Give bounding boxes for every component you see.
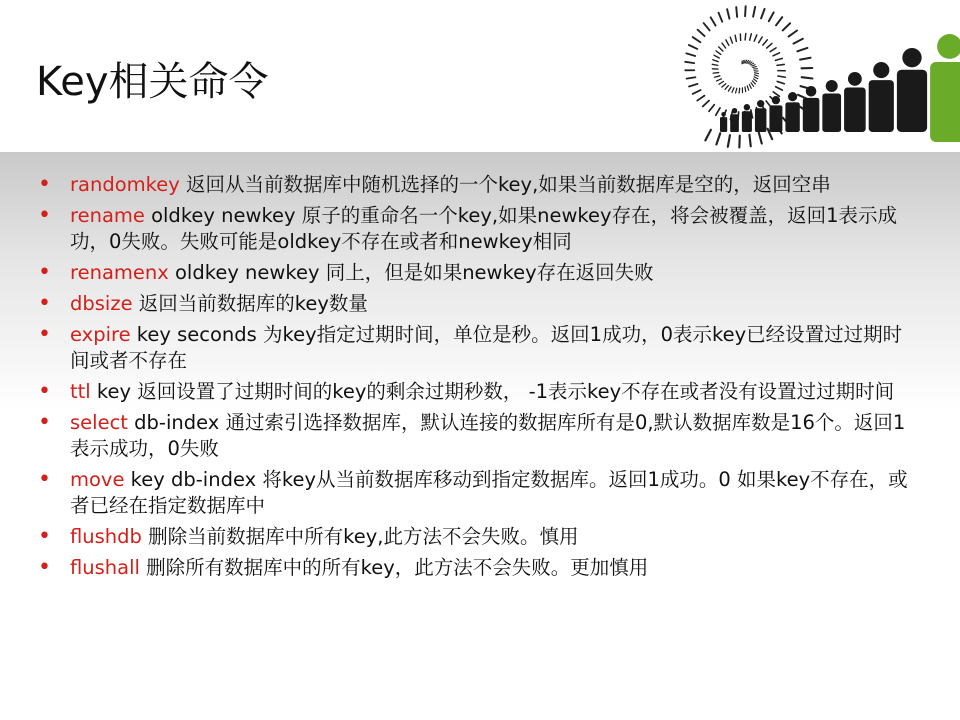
bullet-dot-icon: • — [38, 291, 51, 316]
command-name: randomkey — [70, 173, 180, 196]
command-description: 删除所有数据库中的所有key，此方法不会失败。更加慎用 — [139, 556, 649, 579]
command-description: 将key从当前数据库移动到指定数据库。返回1成功。0 如果key不存在，或者已经在指定数据库中 — [70, 468, 908, 517]
command-description: 删除当前数据库中所有key,此方法不会失败。慎用 — [141, 525, 579, 548]
command-description: 返回设置了过期时间的key的剩余过期秒数， -1表示key不存在或者没有设置过过期时间 — [131, 380, 895, 403]
bullet-dot-icon: • — [38, 203, 51, 228]
command-description: 通过索引选择数据库，默认连接的数据库所有是0,默认数据库数是16个。返回1表示成功，0失败 — [70, 411, 906, 460]
command-args: key seconds — [130, 323, 257, 346]
bullet-dot-icon: • — [38, 524, 51, 549]
command-name: move — [70, 468, 125, 491]
command-args: oldkey newkey — [168, 261, 320, 284]
bullet-dot-icon: • — [38, 260, 51, 285]
command-args: oldkey newkey — [144, 204, 296, 227]
bullet-dot-icon: • — [38, 555, 51, 580]
bullet-item — [38, 379, 918, 405]
command-name: rename — [70, 204, 145, 227]
bullet-dot-icon: • — [38, 410, 51, 435]
command-description: 同上，但是如果newkey存在返回失败 — [319, 261, 654, 284]
bullet-item — [38, 203, 918, 255]
bullet-list — [38, 172, 918, 586]
command-description: 返回从当前数据库中随机选择的一个key,如果当前数据库是空的，返回空串 — [179, 173, 831, 196]
bullet-dot-icon: • — [38, 322, 51, 347]
bullet-item — [38, 260, 918, 286]
command-args: db-index — [127, 411, 220, 434]
command-name: ttl — [70, 380, 91, 403]
command-args: key db-index — [124, 468, 257, 491]
command-description: 原子的重命名一个key,如果newkey存在，将会被覆盖，返回1表示成功，0失败。失败可能是oldkey不存在或者和newkey相同 — [70, 204, 897, 253]
bullet-item — [38, 291, 918, 317]
command-description: 为key指定过期时间，单位是秒。返回1成功，0表示key已经设置过过期时间或者不存在 — [70, 323, 903, 372]
bullet-item — [38, 172, 918, 198]
command-name: renamenx — [70, 261, 169, 284]
bullet-item — [38, 524, 918, 550]
command-args: key — [90, 380, 132, 403]
bullet-dot-icon: • — [38, 379, 51, 404]
bullet-dot-icon: • — [38, 467, 51, 492]
bullet-item — [38, 467, 918, 519]
bullet-item — [38, 410, 918, 462]
command-name: select — [70, 411, 128, 434]
command-name: expire — [70, 323, 131, 346]
bullet-item — [38, 555, 918, 581]
bullet-item — [38, 322, 918, 374]
people-spiral-logo-icon — [660, 0, 960, 152]
command-description: 返回当前数据库的key数量 — [132, 292, 368, 315]
command-name: flushall — [70, 556, 140, 579]
command-name: dbsize — [70, 292, 133, 315]
slide-title: Key相关命令 — [36, 59, 269, 105]
command-name: flushdb — [70, 525, 142, 548]
bullet-dot-icon: • — [38, 172, 51, 197]
